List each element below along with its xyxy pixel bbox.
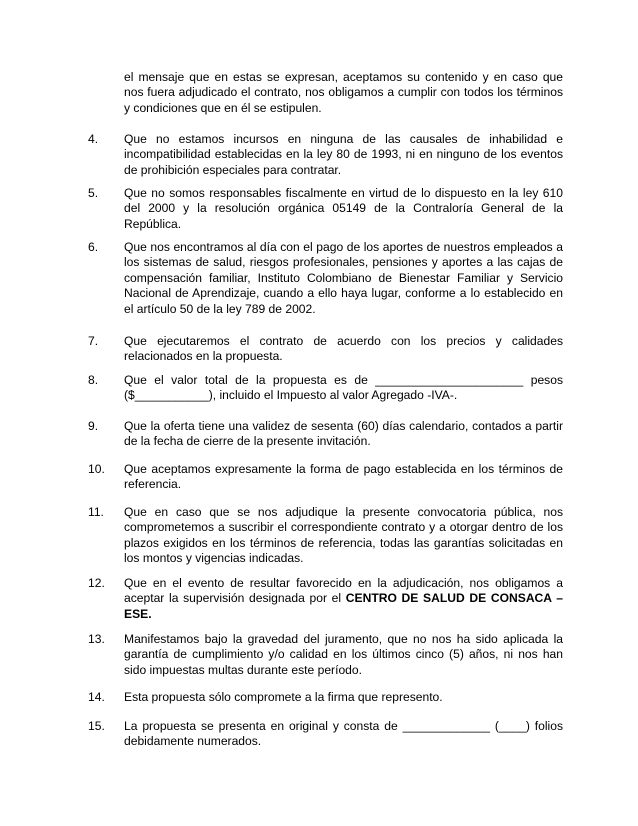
item-number: 13. [88,632,105,646]
item-number: 10. [88,462,105,476]
item-number: 5. [88,186,99,200]
item-number: 15. [88,719,105,733]
item-text-plain: Que en el evento de resultar favorecido en la adjudicación, nos obligamos a aceptar la supervisión designada por el [124,576,563,606]
item-text [124,576,563,622]
item-text: Que aceptamos expresamente la forma de pago establecida en los términos de referencia. [124,462,563,492]
item-text: Que la oferta tiene una validez de sesenta (60) días calendario, contados a partir de la fecha de cierre de la presente invitación. [124,419,563,449]
item-number: 14. [88,690,105,704]
item-number: 7. [88,334,99,348]
item-number: 6. [88,240,99,254]
item-number: 4. [88,132,99,146]
item-text: Que no estamos incursos en ninguna de las causales de inhabilidad e incompatibilidad establecidas en la ley 80 de 1993, ni en ninguno de los eventos de prohibición especiales para contratar. [124,132,563,177]
item-text: Manifestamos bajo la gravedad del juramento, que no nos ha sido aplicada la garantía de cumplimiento y/o calidad en los últimos cinco (5) años, ni nos han sido impuestas multas durante este período. [124,632,563,677]
item-number: 11. [88,505,104,519]
item-number: 12. [88,576,105,590]
item-text: Que ejecutaremos el contrato de acuerdo con los precios y calidades relacionados en la propuesta. [124,334,563,364]
item-text-bold: CENTRO DE SALUD DE CONSACA – ESE. [124,591,563,621]
item-number: 8. [88,373,99,387]
item-text: Que nos encontramos al día con el pago de los aportes de nuestros empleados a los sistemas de salud, riesgos profesionales, pensiones y aportes a las cajas de compensación familiar, Instituto Colombiano de Bienestar Familiar y Servicio Nacional de Aprendizaje, cuando a ello haya lugar, conforme a lo establecido en el artículo 50 de la ley 789 de 2002. [124,240,563,316]
item-number: 9. [88,419,99,433]
item-text: Que en caso que se nos adjudique la presente convocatoria pública, nos comprometemos a suscribir el correspondiente contrato y a otorgar dentro de los plazos exigidos en los términos de referencia, todas las garantías solicitadas en los montos y vigencias indicadas. [124,505,563,566]
item-text: La propuesta se presenta en original y consta de _____________ (____) folios debidamente numerados. [124,719,563,749]
item-text: Que no somos responsables fiscalmente en virtud de lo dispuesto en la ley 610 del 2000 y la resolución orgánica 05149 de la Contraloría General de la República. [124,186,563,231]
intro-paragraph: el mensaje que en estas se expresan, aceptamos su contenido y en caso que nos fuera adjudicado el contrato, nos obligamos a cumplir con todos los términos y condiciones que en él se estipulen. [124,70,563,115]
item-text: Que el valor total de la propuesta es de ______________________ pesos ($___________), incluido el Impuesto al valor Agregado -IVA-. [124,373,563,403]
item-text: Esta propuesta sólo compromete a la firma que represento. [124,690,443,704]
